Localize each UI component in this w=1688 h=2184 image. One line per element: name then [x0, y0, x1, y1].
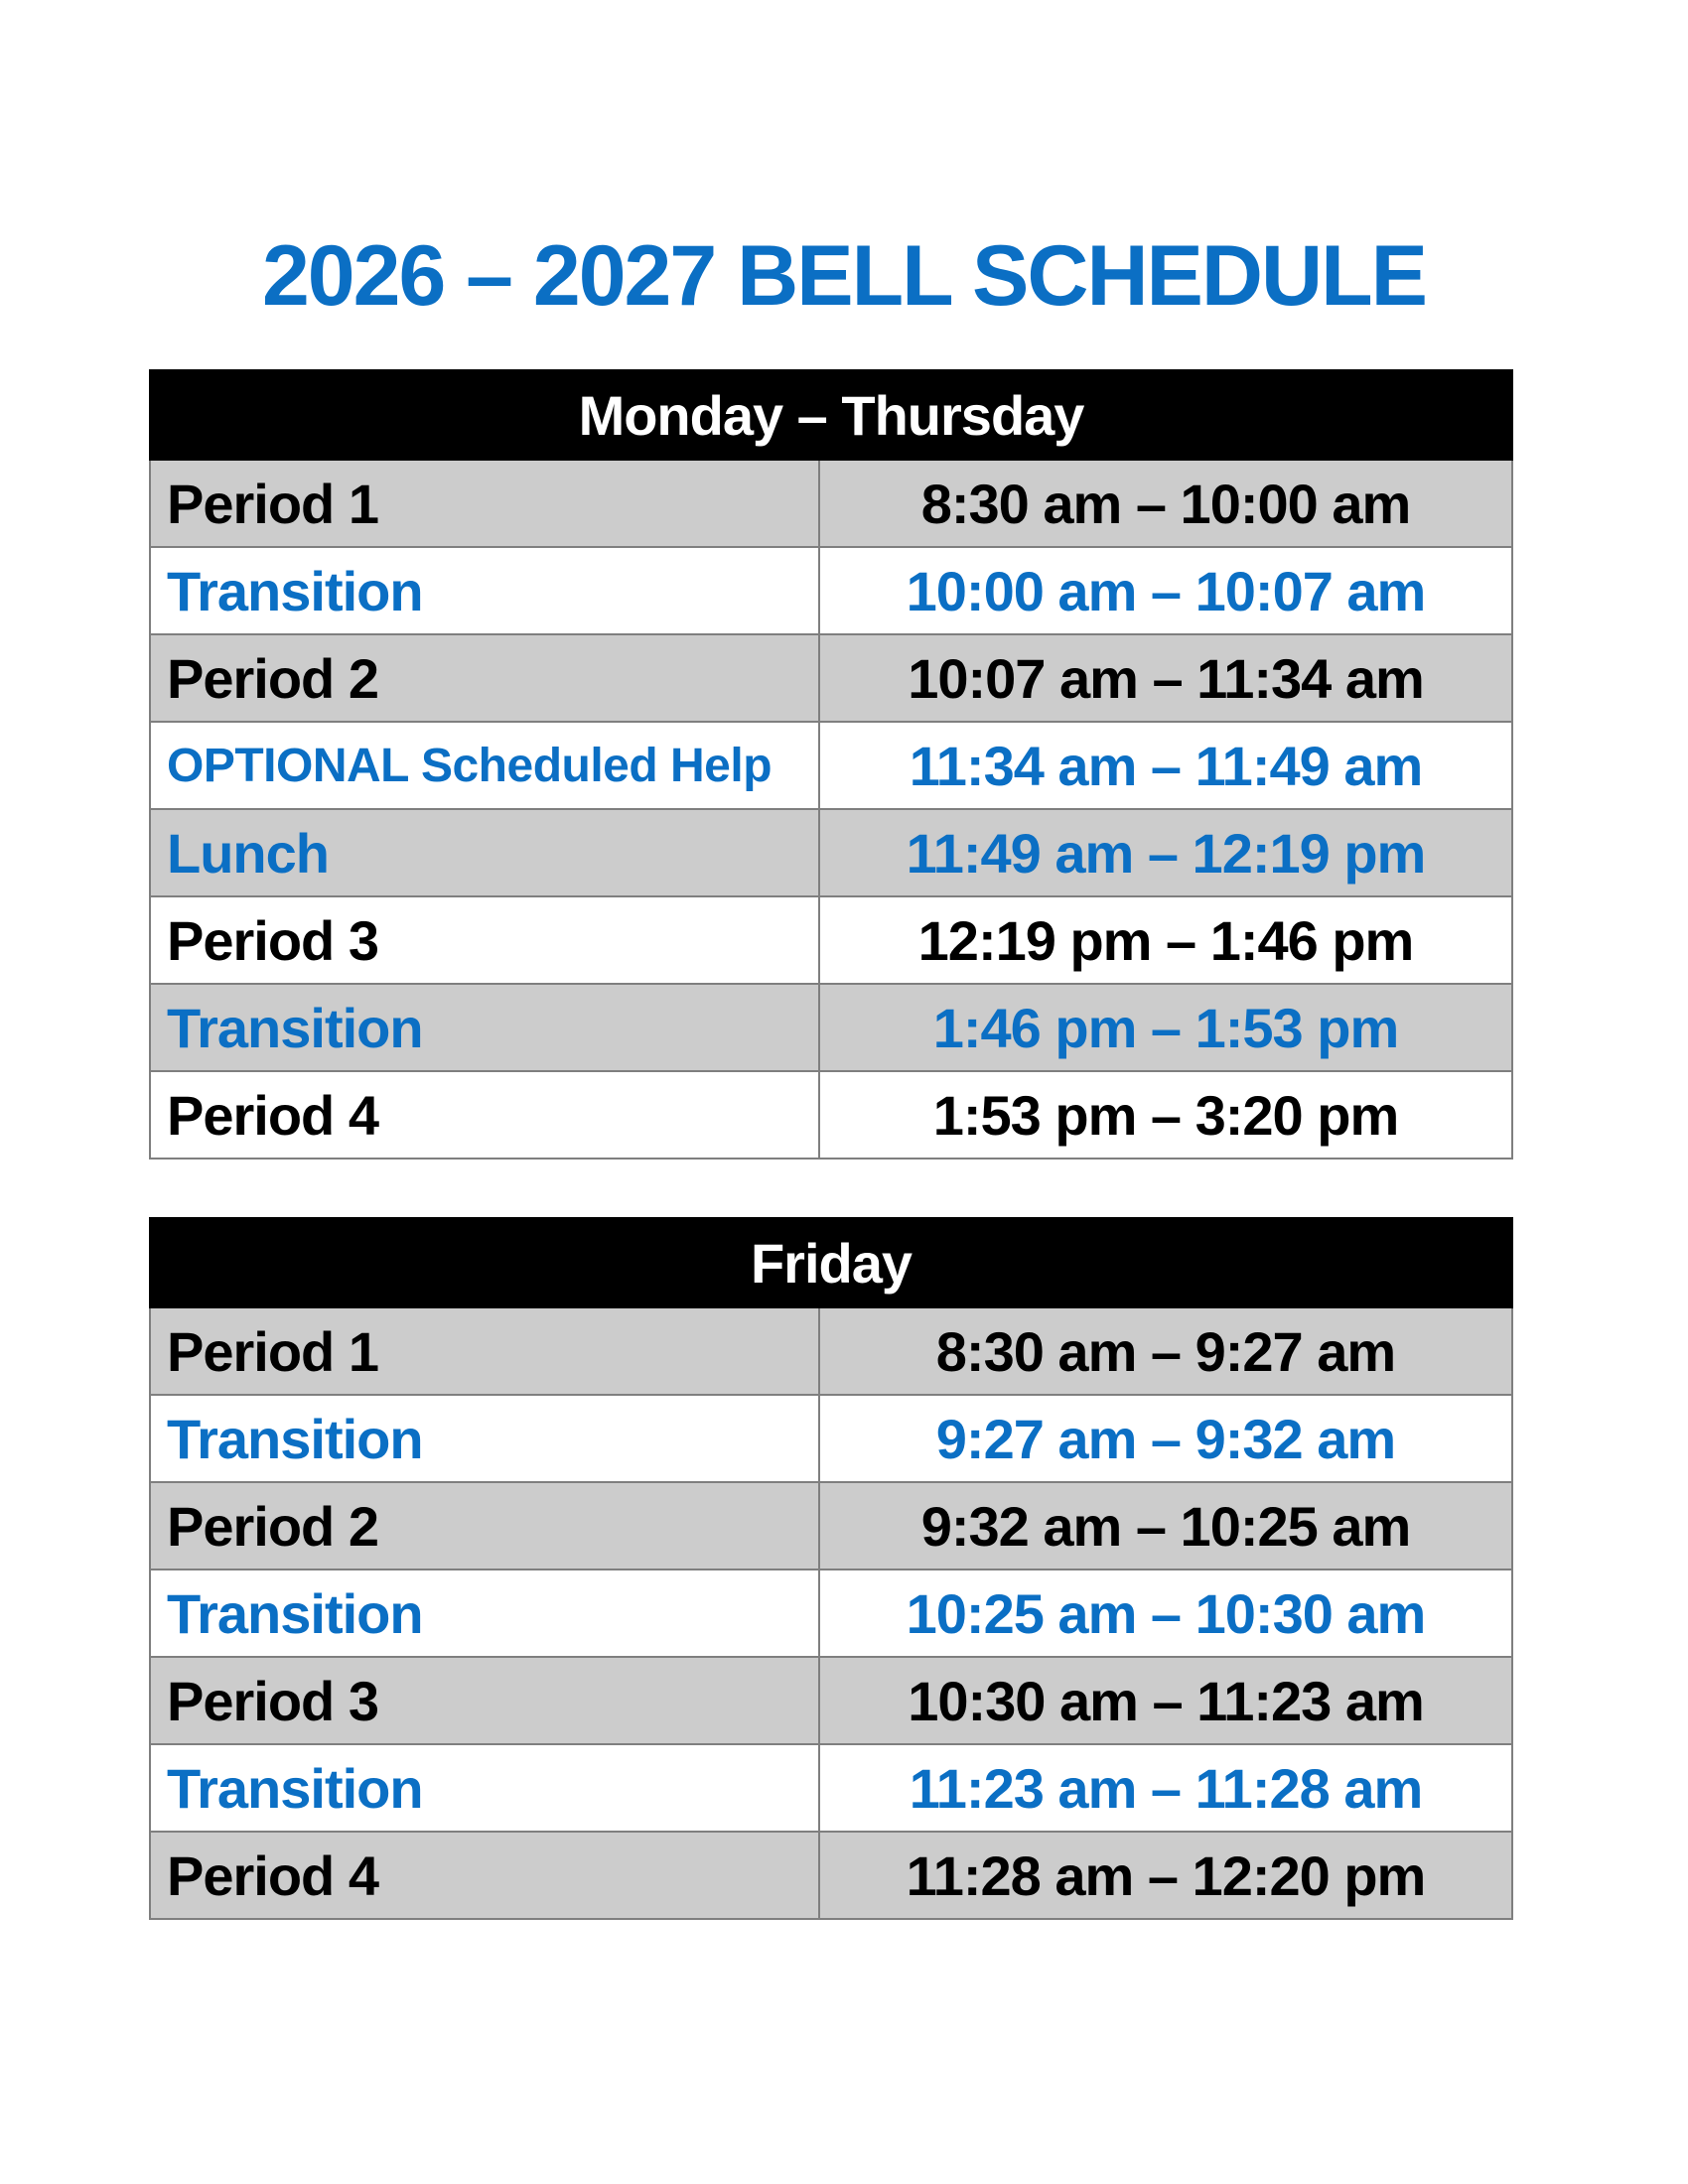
- period-label: Transition: [150, 1395, 819, 1482]
- table-header-row: [150, 1218, 1512, 1307]
- period-time: 11:28 am – 12:20 pm: [819, 1832, 1512, 1919]
- period-time: 9:27 am – 9:32 am: [819, 1395, 1512, 1482]
- period-label: Period 1: [150, 460, 819, 547]
- period-time: 11:23 am – 11:28 am: [819, 1744, 1512, 1832]
- period-time: 8:30 am – 9:27 am: [819, 1307, 1512, 1395]
- period-label: Transition: [150, 984, 819, 1071]
- table-row: [150, 547, 1512, 634]
- period-label: Period 3: [150, 1657, 819, 1744]
- period-label: Period 2: [150, 634, 819, 722]
- period-time: 10:30 am – 11:23 am: [819, 1657, 1512, 1744]
- period-label: Period 2: [150, 1482, 819, 1570]
- period-time: 1:53 pm – 3:20 pm: [819, 1071, 1512, 1159]
- table-row: [150, 1395, 1512, 1482]
- table-row: [150, 1482, 1512, 1570]
- period-label: Transition: [150, 1570, 819, 1657]
- table-row: [150, 1307, 1512, 1395]
- schedule-table-friday: [149, 1217, 1513, 1920]
- table-row: [150, 809, 1512, 896]
- period-time: 9:32 am – 10:25 am: [819, 1482, 1512, 1570]
- period-time: 10:07 am – 11:34 am: [819, 634, 1512, 722]
- table-row: [150, 460, 1512, 547]
- table-row: [150, 1570, 1512, 1657]
- period-label: Period 1: [150, 1307, 819, 1395]
- table-row: [150, 634, 1512, 722]
- schedule-table-monday-thursday: [149, 369, 1513, 1160]
- period-time: 10:00 am – 10:07 am: [819, 547, 1512, 634]
- schedule-heading: Monday – Thursday: [150, 370, 1512, 460]
- period-time: 12:19 pm – 1:46 pm: [819, 896, 1512, 984]
- period-label: Period 4: [150, 1832, 819, 1919]
- period-label: Period 3: [150, 896, 819, 984]
- period-label: Lunch: [150, 809, 819, 896]
- period-time: 1:46 pm – 1:53 pm: [819, 984, 1512, 1071]
- period-time: 10:25 am – 10:30 am: [819, 1570, 1512, 1657]
- table-row: [150, 984, 1512, 1071]
- table-row: [150, 1071, 1512, 1159]
- period-time: 11:49 am – 12:19 pm: [819, 809, 1512, 896]
- period-time: 8:30 am – 10:00 am: [819, 460, 1512, 547]
- table-row: [150, 1657, 1512, 1744]
- table-row: [150, 1832, 1512, 1919]
- table-header-row: [150, 370, 1512, 460]
- period-time: 11:34 am – 11:49 am: [819, 722, 1512, 809]
- page-title: 2026 – 2027 BELL SCHEDULE: [261, 228, 1427, 324]
- period-label: Transition: [150, 547, 819, 634]
- period-label: Period 4: [150, 1071, 819, 1159]
- table-row: [150, 722, 1512, 809]
- table-row: [150, 1744, 1512, 1832]
- period-label: OPTIONAL Scheduled Help: [150, 722, 819, 809]
- table-row: [150, 896, 1512, 984]
- period-label: Transition: [150, 1744, 819, 1832]
- schedule-heading: Friday: [150, 1218, 1512, 1307]
